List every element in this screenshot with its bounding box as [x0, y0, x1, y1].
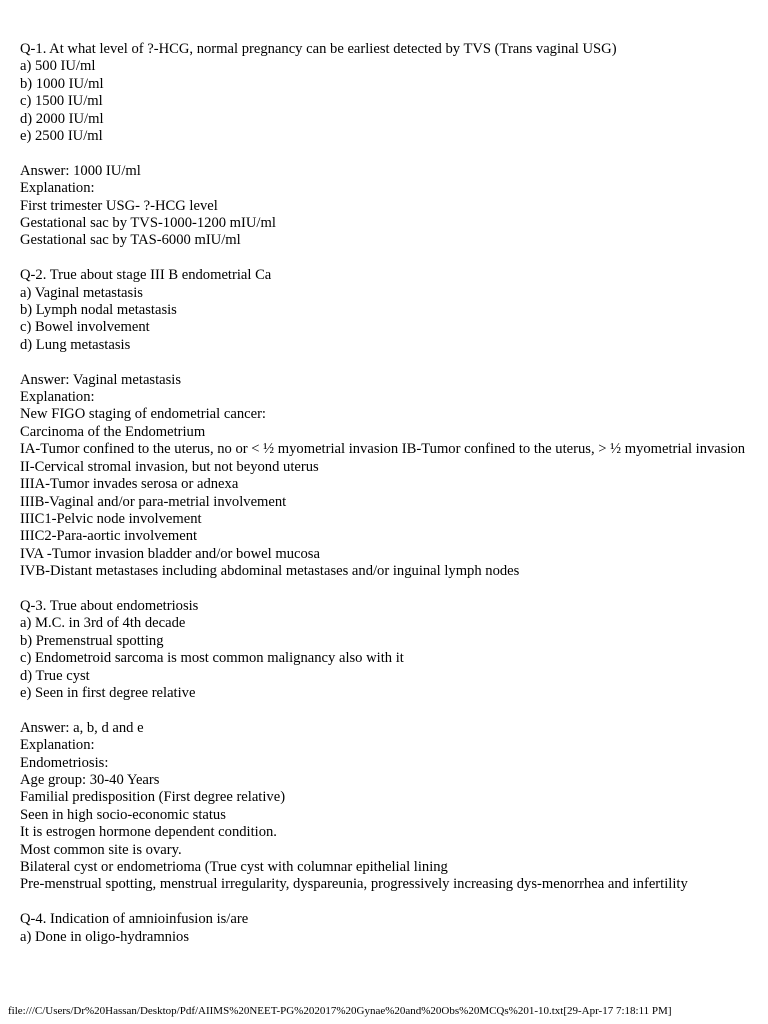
blank-line — [20, 145, 748, 162]
text-line: b) Lymph nodal metastasis — [20, 302, 177, 319]
text-line: IA-Tumor confined to the uterus, no or < ½ myometrial invasion IB-Tumor confined to the uterus, > ½ myometrial invasion — [20, 441, 746, 458]
text-line: Explanation: — [20, 180, 95, 197]
blank-line — [20, 581, 748, 598]
text-line: IIIC1-Pelvic node involvement — [20, 510, 202, 527]
blank-line — [20, 894, 748, 911]
text-line: d) True cyst — [20, 667, 90, 684]
text-line: a) M.C. in 3rd of 4th decade — [20, 615, 186, 632]
text-line: II-Cervical stromal invasion, but not beyond uterus — [20, 458, 319, 475]
text-line: IIIC2-Para-aortic involvement — [20, 528, 198, 545]
text-line: Q-2. True about stage III B endometrial Ca — [20, 267, 272, 284]
text-line: IVA -Tumor invasion bladder and/or bowel mucosa — [20, 545, 320, 562]
text-line: c) 1500 IU/ml — [20, 93, 103, 110]
text-line: IIIB-Vaginal and/or para-metrial involvement — [20, 493, 287, 510]
text-line: Q-3. True about endometriosis — [20, 597, 199, 614]
text-line: Pre-menstrual spotting, menstrual irregularity, dyspareunia, progressively increasing dys-menorrhea and infertility — [20, 876, 688, 893]
text-line: c) Bowel involvement — [20, 319, 150, 336]
text-line: Most common site is ovary. — [20, 841, 182, 858]
text-line: IIIA-Tumor invades serosa or adnexa — [20, 476, 239, 493]
text-line: b) 1000 IU/ml — [20, 75, 104, 92]
text-line: d) Lung metastasis — [20, 336, 131, 353]
text-line: a) Vaginal metastasis — [20, 284, 143, 301]
text-line: a) 500 IU/ml — [20, 58, 96, 75]
document-body — [20, 41, 748, 946]
text-line: d) 2000 IU/ml — [20, 110, 104, 127]
blank-line — [20, 702, 748, 719]
text-line: c) Endometroid sarcoma is most common malignancy also with it — [20, 650, 404, 667]
text-line: Answer: Vaginal metastasis — [20, 371, 182, 388]
text-line: Explanation: — [20, 737, 95, 754]
text-line: New FIGO staging of endometrial cancer: — [20, 406, 266, 423]
print-footer: file:///C/Users/Dr%20Hassan/Desktop/Pdf/AIIMS%20NEET-PG%202017%20Gynae%20and%20Obs%20MCQs%201-10.txt[29-Apr-17 7:18:11 PM] — [8, 1005, 672, 1017]
text-line: It is estrogen hormone dependent condition. — [20, 824, 277, 841]
text-line: Explanation: — [20, 389, 95, 406]
text-line: Bilateral cyst or endometrioma (True cyst with columnar epithelial lining — [20, 859, 448, 876]
text-line: Answer: 1000 IU/ml — [20, 162, 141, 179]
blank-line — [20, 354, 748, 371]
text-line: Answer: a, b, d and e — [20, 719, 144, 736]
text-line: Age group: 30-40 Years — [20, 771, 160, 788]
text-line: e) 2500 IU/ml — [20, 128, 103, 145]
text-line: Seen in high socio-economic status — [20, 806, 226, 823]
text-line: Q-1. At what level of ?-HCG, normal pregnancy can be earliest detected by TVS (Trans vaginal USG) — [20, 41, 617, 57]
text-line: First trimester USG- ?-HCG level — [20, 197, 218, 214]
text-line: Gestational sac by TVS-1000-1200 mIU/ml — [20, 215, 276, 232]
text-line: Endometriosis: — [20, 754, 109, 771]
text-line: Q-4. Indication of amnioinfusion is/are — [20, 911, 249, 928]
blank-line — [20, 250, 748, 267]
text-line: Gestational sac by TAS-6000 mIU/ml — [20, 232, 241, 249]
text-line: Familial predisposition (First degree relative) — [20, 789, 286, 806]
text-line: a) Done in oligo-hydramnios — [20, 928, 190, 945]
text-line: IVB-Distant metastases including abdominal metastases and/or inguinal lymph nodes — [20, 563, 520, 580]
text-line: Carcinoma of the Endometrium — [20, 423, 206, 440]
text-line: b) Premenstrual spotting — [20, 632, 164, 649]
text-line: e) Seen in first degree relative — [20, 684, 196, 701]
